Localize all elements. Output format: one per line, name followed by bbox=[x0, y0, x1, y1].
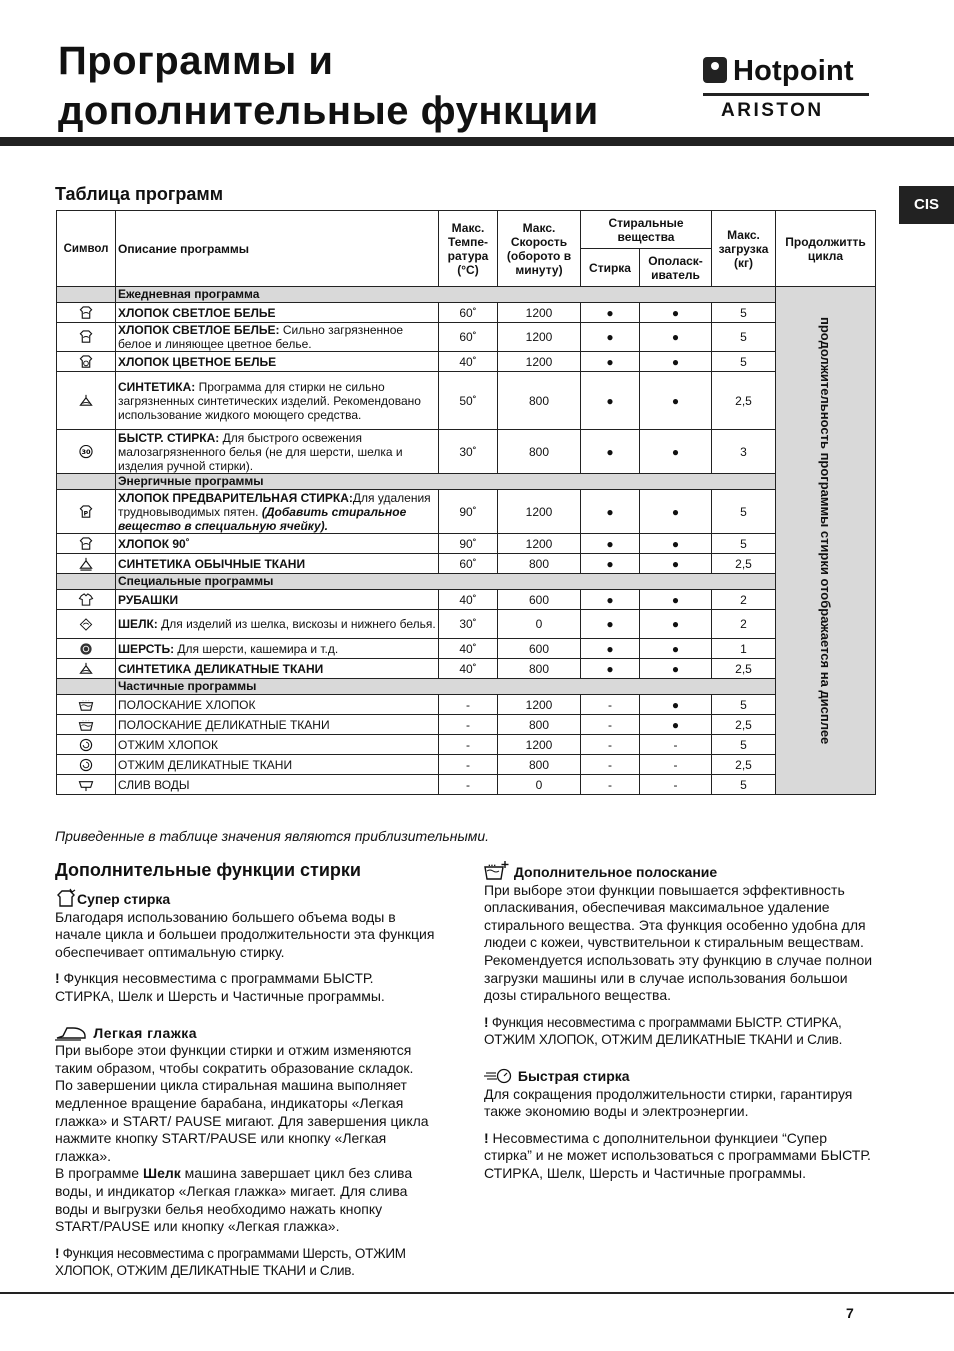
col-temp: Макс. Темпе-ратура (°С) bbox=[439, 211, 498, 287]
speed-cell: 800 bbox=[498, 430, 581, 474]
brand-logo bbox=[703, 55, 869, 125]
easy-iron-warning: ! Функция несовместима с программами Шерсть, ОТЖИМ ХЛОПОК, ОТЖИМ ДЕЛИКАТНЫЕ ТКАНИ и Слив. bbox=[55, 1245, 406, 1279]
wash-cell: ● bbox=[581, 323, 640, 352]
temp-cell: 30˚ bbox=[439, 430, 498, 474]
temp-cell: - bbox=[439, 715, 498, 735]
speed-cell: 1200 bbox=[498, 303, 581, 323]
symbol-cell bbox=[57, 695, 116, 715]
symbol-cell bbox=[57, 715, 116, 735]
speed-cell: 800 bbox=[498, 554, 581, 574]
rinse-cell: ● bbox=[640, 715, 712, 735]
page-number: 7 bbox=[846, 1305, 854, 1321]
symbol-cell bbox=[57, 610, 116, 639]
symbol-cell bbox=[57, 534, 116, 554]
description-cell: БЫСТР. СТИРКА: Для быстрого освежения малозагрязненного белья (не для шерсти, шелка и изделия ручной стирки). bbox=[116, 430, 439, 474]
load-cell: 2 bbox=[712, 610, 776, 639]
section-label: Ежедневная программа bbox=[116, 287, 776, 303]
col-description: Описание программы bbox=[116, 211, 439, 287]
symbol-cell bbox=[57, 735, 116, 755]
wash-cell: - bbox=[581, 735, 640, 755]
table-row bbox=[57, 590, 876, 610]
description-cell: СЛИВ ВОДЫ bbox=[116, 775, 439, 795]
table-row bbox=[57, 534, 876, 554]
wash-cell: - bbox=[581, 755, 640, 775]
wash-cell: ● bbox=[581, 590, 640, 610]
wash-cell: ● bbox=[581, 352, 640, 372]
logo-sub: ARISTON bbox=[721, 100, 824, 121]
speed-cell: 1200 bbox=[498, 735, 581, 755]
col-rinse: Ополаск-иватель bbox=[640, 249, 712, 287]
load-cell: 5 bbox=[712, 303, 776, 323]
speed-cell: 1200 bbox=[498, 534, 581, 554]
extra-rinse-heading: ··· Дополнительное полоскание bbox=[484, 860, 874, 882]
rinse-cell: ● bbox=[640, 695, 712, 715]
description-cell: ОТЖИМ ХЛОПОК bbox=[116, 735, 439, 755]
symbol-cell bbox=[57, 430, 116, 474]
col-speed: Макс. Скорость (оборото в минуту) bbox=[498, 211, 581, 287]
load-cell: 2,5 bbox=[712, 372, 776, 430]
super-wash-warning: ! Функция несовместима с программами БЫСТР. СТИРКА, Шелк и Шерсть и Частичные программы. bbox=[55, 970, 385, 1004]
quick-wash-heading: Быстрая стирка bbox=[484, 1068, 874, 1086]
table-row bbox=[57, 610, 876, 639]
temp-cell: 60˚ bbox=[439, 554, 498, 574]
quick-30-icon bbox=[78, 445, 94, 459]
description-cell: СИНТЕТИКА ДЕЛИКАТНЫЕ ТКАНИ bbox=[116, 659, 439, 679]
temp-cell: 40˚ bbox=[439, 352, 498, 372]
svg-text:P: P bbox=[83, 510, 89, 518]
symbol-cell bbox=[57, 775, 116, 795]
temp-cell: 60˚ bbox=[439, 303, 498, 323]
load-cell: 2 bbox=[712, 590, 776, 610]
load-cell: 2,5 bbox=[712, 554, 776, 574]
speed-cell: 800 bbox=[498, 372, 581, 430]
symbol-cell bbox=[57, 303, 116, 323]
wash-cell: - bbox=[581, 775, 640, 795]
table-title: Таблица программ bbox=[55, 184, 224, 204]
rinse-cell: ● bbox=[640, 323, 712, 352]
speed-cell: 1200 bbox=[498, 323, 581, 352]
table-row bbox=[57, 695, 876, 715]
symbol-cell bbox=[57, 323, 116, 352]
temp-cell: - bbox=[439, 775, 498, 795]
temp-cell: 90˚ bbox=[439, 490, 498, 534]
cotton-tub-icon bbox=[78, 537, 94, 551]
col-load: Макс. загрузка (кг) bbox=[712, 211, 776, 287]
description-cell: СИНТЕТИКА: Программа для стирки не сильно загрязненных синтетических изделий. Рекомендовано использование жидкого моющего средства. bbox=[116, 372, 439, 430]
rinse-cell: ● bbox=[640, 490, 712, 534]
temp-cell: - bbox=[439, 755, 498, 775]
wash-cell: ● bbox=[581, 610, 640, 639]
rinse-cell: ● bbox=[640, 430, 712, 474]
extras-right-column bbox=[484, 860, 874, 1183]
duration-note: продолжительность программы стирки отображается на дисплее bbox=[818, 317, 833, 745]
rinse-icon bbox=[78, 718, 94, 732]
rinse-cell: ● bbox=[640, 639, 712, 659]
rinse-cell: ● bbox=[640, 590, 712, 610]
language-tab: CIS bbox=[899, 186, 954, 224]
speed-cell: 0 bbox=[498, 610, 581, 639]
rinse-cell: ● bbox=[640, 534, 712, 554]
svg-text:···: ··· bbox=[488, 862, 496, 870]
wool-icon bbox=[78, 642, 94, 656]
symbol-cell bbox=[57, 639, 116, 659]
cotton-tub-icon bbox=[78, 306, 94, 320]
page-title bbox=[58, 36, 599, 136]
speed-cell: 0 bbox=[498, 775, 581, 795]
easy-iron-body: При выборе этои функции стирки и отжим изменяются таким образом, чтобы сократить образование складок. По завершении цикла стиральная машина выполняет медленное вращение барабана, индикаторы «Легкая глажка» и START/ PAUSE мигают. Для завершения цикла нажмите кнопку START/PAUSE или кнопку «Легкая глажка». bbox=[55, 1042, 429, 1164]
super-wash-heading: Супер стирка bbox=[55, 888, 435, 909]
spin-icon bbox=[78, 738, 94, 752]
rinse-cell: ● bbox=[640, 659, 712, 679]
speed-cell: 1200 bbox=[498, 695, 581, 715]
description-cell: ХЛОПОК СВЕТЛОЕ БЕЛЬЕ bbox=[116, 303, 439, 323]
col-duration: Продолжитть цикла bbox=[776, 211, 876, 287]
load-cell: 2,5 bbox=[712, 659, 776, 679]
temp-cell: 40˚ bbox=[439, 659, 498, 679]
rinse-cell: - bbox=[640, 735, 712, 755]
description-cell: ПОЛОСКАНИЕ ДЕЛИКАТНЫЕ ТКАНИ bbox=[116, 715, 439, 735]
extras-title: Дополнительные функции стирки bbox=[55, 860, 361, 880]
speed-cell: 800 bbox=[498, 755, 581, 775]
temp-cell: - bbox=[439, 735, 498, 755]
symbol-cell bbox=[57, 659, 116, 679]
load-cell: 5 bbox=[712, 775, 776, 795]
duration-cell bbox=[776, 287, 876, 795]
speed-cell: 1200 bbox=[498, 490, 581, 534]
rinse-cell: ● bbox=[640, 554, 712, 574]
quick-wash-body: Для сокращения продолжительности стирки, гарантируя также экономию воды и электроэнергии. bbox=[484, 1085, 853, 1120]
extra-rinse-warning: ! Функция несовместима с программами БЫСТР. СТИРКА, ОТЖИМ ХЛОПОК, ОТЖИМ ДЕЛИКАТНЫЕ ТКАНИ и Слив. bbox=[484, 1014, 843, 1048]
col-wash: Стирка bbox=[581, 249, 640, 287]
extras-left-column bbox=[55, 888, 435, 1280]
wash-cell: ● bbox=[581, 490, 640, 534]
rinse-cell: ● bbox=[640, 352, 712, 372]
rinse-cell: ● bbox=[640, 303, 712, 323]
footer-rule bbox=[0, 1292, 954, 1294]
wash-cell: ● bbox=[581, 554, 640, 574]
quick-wash-icon bbox=[484, 1068, 514, 1084]
load-cell: 5 bbox=[712, 323, 776, 352]
load-cell: 2,5 bbox=[712, 715, 776, 735]
silk-icon bbox=[78, 617, 94, 631]
wash-cell: ● bbox=[581, 303, 640, 323]
rinse-cell: - bbox=[640, 755, 712, 775]
temp-cell: 50˚ bbox=[439, 372, 498, 430]
description-cell: СИНТЕТИКА ОБЫЧНЫЕ ТКАНИ bbox=[116, 554, 439, 574]
drain-icon bbox=[78, 778, 94, 792]
temp-cell: 40˚ bbox=[439, 639, 498, 659]
temp-cell: 60˚ bbox=[439, 323, 498, 352]
section-label: Энергичные программы bbox=[116, 474, 776, 490]
temp-cell: 90˚ bbox=[439, 534, 498, 554]
table-row bbox=[57, 755, 876, 775]
table-row bbox=[57, 715, 876, 735]
table-row bbox=[57, 659, 876, 679]
quick-wash-warning: ! Несовместима с дополнительнои функциеи “Супер стирка” и не может использоваться с программами БЫСТР. СТИРКА, Шелк, Шерсть и Частичные программы. bbox=[484, 1129, 871, 1181]
rinse-icon bbox=[78, 698, 94, 712]
prewash-icon bbox=[78, 505, 94, 519]
section-row bbox=[57, 474, 876, 490]
description-cell: ХЛОПОК ЦВЕТНОЕ БЕЛЬЕ bbox=[116, 352, 439, 372]
symbol-cell bbox=[57, 352, 116, 372]
description-cell: ОТЖИМ ДЕЛИКАТНЫЕ ТКАНИ bbox=[116, 755, 439, 775]
svg-text:· · ·: · · · bbox=[82, 719, 90, 725]
iron-icon bbox=[55, 1025, 89, 1041]
spin-icon bbox=[78, 758, 94, 772]
table-row bbox=[57, 372, 876, 430]
speed-cell: 800 bbox=[498, 715, 581, 735]
table-row bbox=[57, 490, 876, 534]
easy-iron-heading: Легкая глажка bbox=[55, 1025, 435, 1043]
header-rule bbox=[0, 137, 954, 146]
title-line-1: Программы и bbox=[58, 39, 334, 83]
load-cell: 5 bbox=[712, 534, 776, 554]
table-row bbox=[57, 554, 876, 574]
wash-cell: ● bbox=[581, 430, 640, 474]
easy-iron-body-2: В программе Шелк машина завершает цикл без слива воды, и индикатор «Легкая глажка» мигает. Для слива воды и выгрузки белья необходимо нажать кнопку START/PAUSE или кнопку «Легкая глажка». bbox=[55, 1165, 413, 1235]
shirt-icon bbox=[78, 593, 94, 607]
speed-cell: 600 bbox=[498, 590, 581, 610]
section-row bbox=[57, 574, 876, 590]
symbol-cell bbox=[57, 490, 116, 534]
rinse-cell: - bbox=[640, 775, 712, 795]
super-wash-body: Благодаря использованию большего объема воды в начале цикла и большеи продолжительности эта функция обеспечивает оптимальную стирку. bbox=[55, 908, 435, 960]
symbol-cell bbox=[57, 590, 116, 610]
speed-cell: 1200 bbox=[498, 352, 581, 372]
speed-cell: 600 bbox=[498, 639, 581, 659]
temp-cell: 40˚ bbox=[439, 590, 498, 610]
wash-cell: - bbox=[581, 715, 640, 735]
svg-text:· · ·: · · · bbox=[82, 699, 90, 705]
wash-cell: ● bbox=[581, 372, 640, 430]
table-row bbox=[57, 323, 876, 352]
wash-cell: ● bbox=[581, 659, 640, 679]
load-cell: 3 bbox=[712, 430, 776, 474]
col-detergents: Стиральные вещества bbox=[581, 211, 712, 249]
extra-rinse-body: При выборе этои функции повышается эффективность опласкивания, обеспечивая максимальное удаление стирального вещества. Эта функция особенно удобна для людеи с кожеи, чувствительнои к стиральным веществам. Рекомендуется использовать эту функцию в случае полнои загрузки машины или в случае использования большои дозы стирального вещества. bbox=[484, 881, 873, 1004]
wash-cell: ● bbox=[581, 534, 640, 554]
section-label: Специальные программы bbox=[116, 574, 776, 590]
load-cell: 1 bbox=[712, 639, 776, 659]
section-row bbox=[57, 679, 876, 695]
description-cell: ХЛОПОК 90˚ bbox=[116, 534, 439, 554]
table-row bbox=[57, 352, 876, 372]
col-symbol: Символ bbox=[57, 211, 116, 287]
table-row bbox=[57, 639, 876, 659]
wash-cell: ● bbox=[581, 639, 640, 659]
table-row bbox=[57, 430, 876, 474]
section-row bbox=[57, 287, 876, 303]
speed-cell: 800 bbox=[498, 659, 581, 679]
load-cell: 5 bbox=[712, 695, 776, 715]
wash-cell: - bbox=[581, 695, 640, 715]
description-cell: РУБАШКИ bbox=[116, 590, 439, 610]
description-cell: ХЛОПОК ПРЕДВАРИТЕЛЬНАЯ СТИРКА:Для удаления трудновыводимых пятен. (Добавить стиральное вещество в специальную ячейку). bbox=[116, 490, 439, 534]
description-cell: ПОЛОСКАНИЕ ХЛОПОК bbox=[116, 695, 439, 715]
program-table bbox=[56, 210, 876, 795]
section-label: Частичные программы bbox=[116, 679, 776, 695]
synthetic-icon bbox=[78, 662, 94, 676]
load-cell: 5 bbox=[712, 352, 776, 372]
symbol-cell bbox=[57, 755, 116, 775]
extra-rinse-icon bbox=[484, 860, 510, 880]
rinse-cell: ● bbox=[640, 610, 712, 639]
table-row bbox=[57, 303, 876, 323]
load-cell: 5 bbox=[712, 490, 776, 534]
colored-tub-icon bbox=[78, 355, 94, 369]
temp-cell: 30˚ bbox=[439, 610, 498, 639]
description-cell: ШЕЛК: Для изделий из шелка, вискозы и нижнего белья. bbox=[116, 610, 439, 639]
cotton-tub-icon bbox=[78, 330, 94, 344]
description-cell: ШЕРСТЬ: Для шерсти, кашемира и т.д. bbox=[116, 639, 439, 659]
description-cell: ХЛОПОК СВЕТЛОЕ БЕЛЬЕ: Сильно загрязненное белое и линяющее цветное белье. bbox=[116, 323, 439, 352]
load-cell: 5 bbox=[712, 735, 776, 755]
rinse-cell: ● bbox=[640, 372, 712, 430]
symbol-cell bbox=[57, 554, 116, 574]
table-note: Приведенные в таблице значения являются приблизительными. bbox=[55, 828, 490, 844]
title-line-2: дополнительные функции bbox=[58, 89, 599, 133]
load-cell: 2,5 bbox=[712, 755, 776, 775]
super-wash-icon bbox=[55, 888, 77, 908]
logo-brand: Hotpoint bbox=[733, 55, 854, 87]
svg-text:30: 30 bbox=[81, 447, 91, 456]
logo-mark-icon bbox=[703, 57, 727, 83]
table-row bbox=[57, 775, 876, 795]
synthetic-icon bbox=[78, 394, 94, 408]
synthetic-bar-icon bbox=[78, 557, 94, 571]
table-row bbox=[57, 735, 876, 755]
temp-cell: - bbox=[439, 695, 498, 715]
symbol-cell bbox=[57, 372, 116, 430]
